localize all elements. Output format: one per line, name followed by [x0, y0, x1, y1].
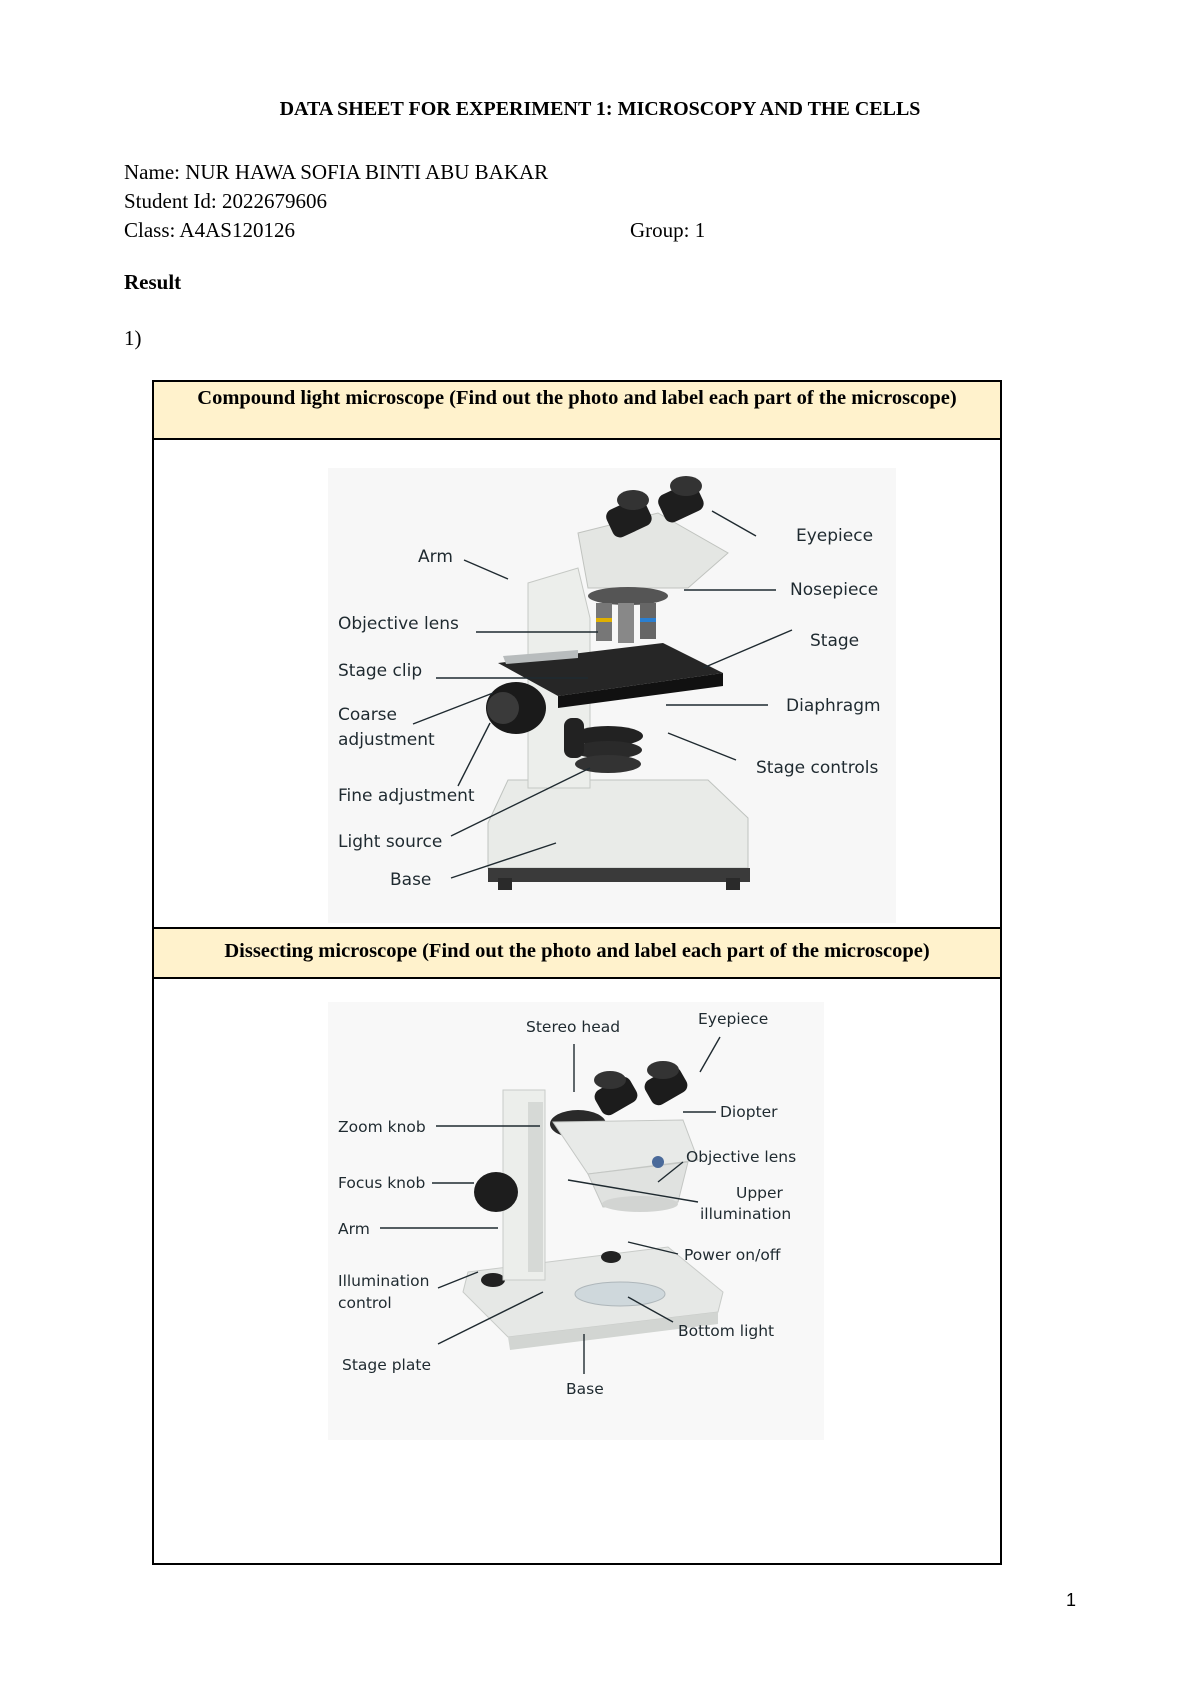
label-stereo-head: Stereo head	[526, 1018, 621, 1036]
label-coarse-2: adjustment	[338, 730, 435, 750]
label-illumination-1: Illumination	[338, 1272, 430, 1290]
compound-microscope-figure	[328, 468, 896, 923]
label-eyepiece: Eyepiece	[796, 526, 874, 546]
dissecting-microscope-figure	[328, 1002, 824, 1440]
label-base: Base	[390, 870, 432, 890]
question-number: 1)	[124, 326, 142, 350]
result-heading: Result	[124, 270, 182, 294]
label-upper-1: Upper	[736, 1184, 783, 1202]
dissecting-heading: Dissecting microscope (Find out the photo and label each part of the microscope)	[154, 927, 1000, 979]
label-arm: Arm	[418, 547, 453, 567]
label-light-source: Light source	[338, 832, 443, 852]
label-power: Power on/off	[684, 1246, 781, 1264]
class-line: Class: A4AS120126	[124, 218, 295, 242]
label-base: Base	[566, 1380, 604, 1398]
compound-heading: Compound light microscope (Find out the photo and label each part of the microscope)	[154, 382, 1000, 440]
label-focus-knob: Focus knob	[338, 1174, 426, 1192]
student-id-line: Student Id: 2022679606	[124, 189, 327, 213]
label-diopter: Diopter	[720, 1103, 778, 1121]
label-upper-2: illumination	[700, 1205, 792, 1223]
label-stage: Stage	[810, 631, 860, 651]
results-table	[152, 380, 1002, 1565]
label-stage-plate: Stage plate	[342, 1356, 431, 1374]
label-diaphragm: Diaphragm	[786, 696, 881, 716]
name-line: Name: NUR HAWA SOFIA BINTI ABU BAKAR	[124, 160, 549, 184]
page-number: 1	[1066, 1590, 1077, 1610]
label-eyepiece: Eyepiece	[698, 1010, 769, 1028]
group-line: Group: 1	[630, 218, 706, 242]
label-bottom-light: Bottom light	[678, 1322, 775, 1340]
microscope-base-shape	[488, 780, 748, 868]
label-illumination-2: control	[338, 1294, 392, 1312]
label-nosepiece: Nosepiece	[790, 580, 879, 600]
label-objective-lens: Objective lens	[686, 1148, 797, 1166]
label-fine-adjustment: Fine adjustment	[338, 786, 475, 806]
label-coarse-1: Coarse	[338, 705, 397, 725]
label-stage-clip: Stage clip	[338, 661, 423, 681]
label-arm: Arm	[338, 1220, 370, 1238]
label-zoom-knob: Zoom knob	[338, 1118, 426, 1136]
label-stage-controls: Stage controls	[756, 758, 879, 778]
label-objective-lens: Objective lens	[338, 614, 459, 634]
document-title: DATA SHEET FOR EXPERIMENT 1: MICROSCOPY AND THE CELLS	[279, 98, 921, 120]
